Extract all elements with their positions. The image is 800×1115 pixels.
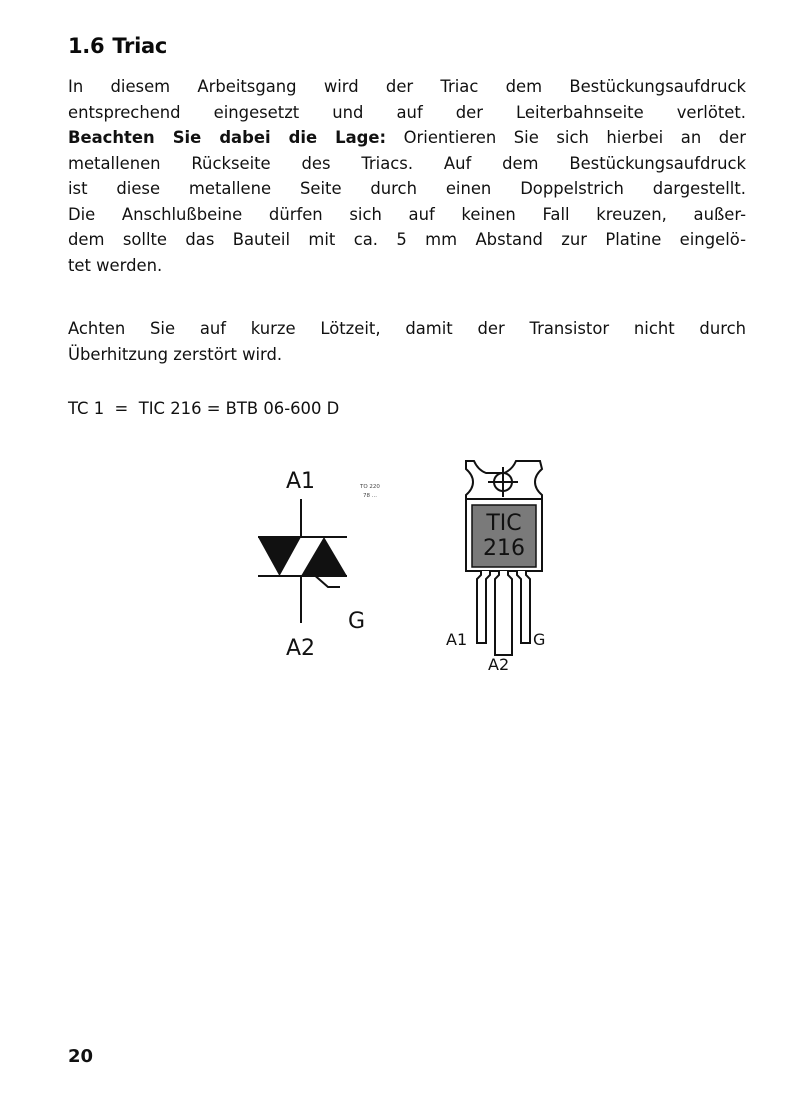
pin-label-a2: A2	[488, 655, 510, 674]
pin-middle	[495, 571, 512, 655]
section-title: Triac	[112, 34, 168, 58]
text-line: tet werden.	[68, 255, 163, 275]
package-marking: 216	[483, 536, 525, 561]
text-line: In diesem Arbeitsgang wird der Triac dem Bestückungsaufdruck	[68, 77, 746, 96]
section-number: 1.6	[68, 34, 105, 58]
paragraph-instructions	[68, 74, 746, 278]
pin-right	[517, 571, 530, 643]
text-line	[68, 125, 746, 151]
text-fragment: Orientieren Sie sich hierbei an der	[386, 128, 747, 147]
symbol-triangle-down	[258, 537, 301, 576]
text-line: Achten Sie auf kurze Lötzeit, damit der Transistor nicht durch	[68, 319, 746, 338]
symbol-label-g: G	[348, 609, 366, 634]
text-line: dem sollte das Bauteil mit ca. 5 mm Abstand zur Platine eingelö-	[68, 230, 746, 249]
triac-figure	[250, 455, 570, 685]
text-line: Die Anschlußbeine dürfen sich auf keinen Fall kreuzen, außer-	[68, 204, 746, 224]
to220-package	[446, 461, 545, 674]
pin-label-g: G	[533, 630, 546, 649]
symbol-label-a2: A2	[286, 636, 316, 661]
package-note: TO 220	[360, 484, 380, 490]
page-number: 20	[68, 1046, 94, 1067]
package-note: 78 ...	[363, 493, 377, 499]
section-heading	[68, 34, 167, 58]
pin-left	[477, 571, 490, 643]
text-line: metallenen Rückseite des Triacs. Auf dem Bestückungsaufdruck	[68, 153, 746, 173]
symbol-triangle-up	[301, 537, 347, 576]
text-line: Überhitzung zerstört wird.	[68, 344, 283, 364]
emphasis-text: Beachten Sie dabei die Lage:	[68, 128, 387, 147]
part-specification: TC 1 = TIC 216 = BTB 06-600 D	[68, 399, 340, 418]
paragraph-soldering-note	[68, 316, 746, 367]
triac-symbol	[258, 469, 365, 661]
pin-label-a1: A1	[446, 630, 468, 649]
text-line: entsprechend eingesetzt und auf der Leiterbahnseite verlötet.	[68, 102, 746, 122]
package-marking: TIC	[486, 511, 522, 536]
text-line: ist diese metallene Seite durch einen Doppelstrich dargestellt.	[68, 179, 746, 198]
symbol-label-a1: A1	[286, 469, 316, 494]
